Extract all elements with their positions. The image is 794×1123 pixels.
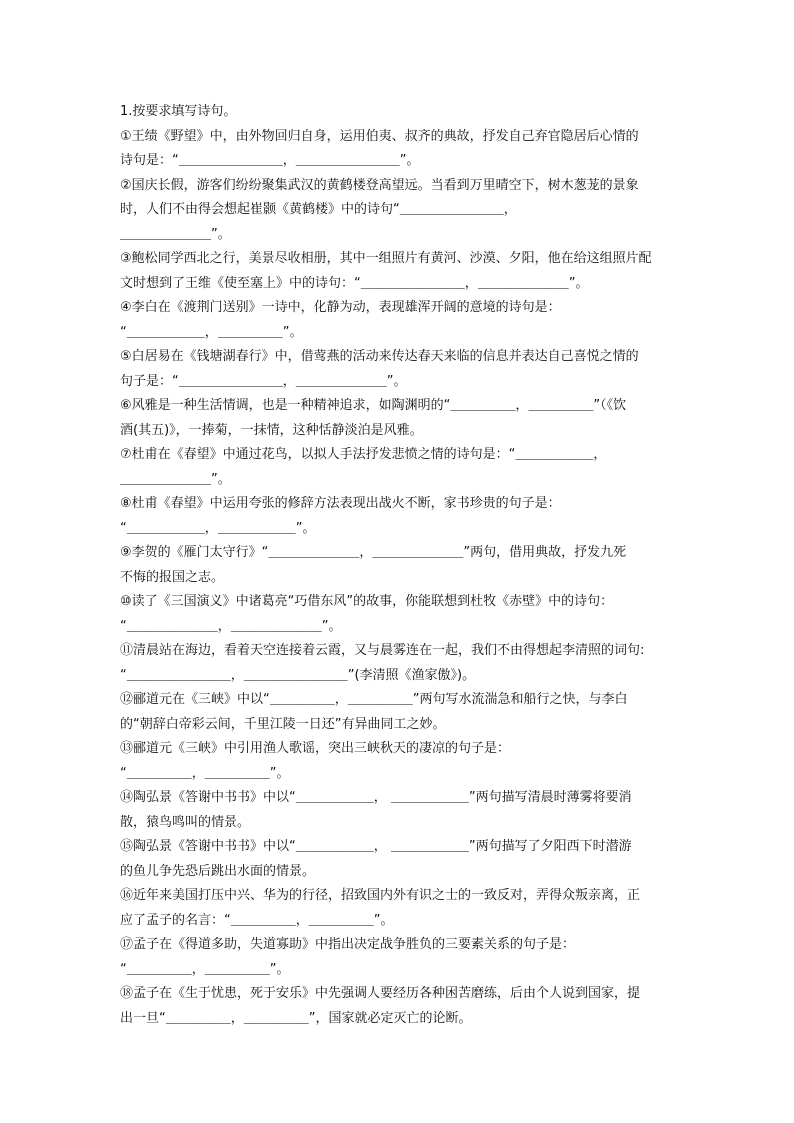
question-line: ⑫郦道元在《三峡》中以“＿＿＿＿＿，＿＿＿＿＿”两句写水流湍急和船行之快，与李白 — [120, 692, 628, 707]
question-line: ①王绩《野望》中，由外物回归自身，运用伯夷、叔齐的典故，抒发自己弃官隐居后心情的 — [120, 128, 639, 144]
question-item — [120, 835, 680, 884]
question-item — [120, 492, 680, 541]
question-line: ⑬郦道元《三峡》中引用渔人歌谣，突出三峡秋天的凄凉的句子是： — [120, 741, 511, 756]
question-line: ⑤白居易在《钱塘湖春行》中，借莺燕的活动来传达春天来临的信息并表达自己喜悦之情的 — [120, 349, 639, 364]
question-line: ＿＿＿＿＿＿＿”。 — [120, 471, 231, 487]
question-line: “＿＿＿＿＿，＿＿＿＿＿”。 — [120, 961, 290, 977]
question-line: “＿＿＿＿＿＿＿＿，＿＿＿＿＿＿＿＿”(李清照《渔家傲》)。 — [120, 667, 476, 683]
question-item — [120, 884, 680, 933]
question-line: 时，人们不由得会想起崔颢《黄鹤楼》中的诗句“＿＿＿＿＿＿＿＿， — [120, 202, 517, 217]
question-line: ⑧杜甫《春望》中运用夸张的修辞方法表现出战火不断，家书珍贵的句子是： — [120, 496, 561, 511]
question-line: “＿＿＿＿＿＿，＿＿＿＿＿＿”。 — [120, 520, 316, 536]
question-line: 的鱼儿争先恐后跳出水面的情景。 — [120, 863, 316, 879]
question-line: ⑨李贺的《雁门太守行》“＿＿＿＿＿＿＿，＿＿＿＿＿＿＿”两句，借用典故，抒发九死 — [120, 545, 627, 560]
question-item — [120, 296, 680, 345]
question-line: ②国庆长假，游客们纷纷聚集武汉的黄鹤楼登高望远。当看到万里晴空下，树木葱茏的景象 — [120, 177, 639, 193]
question-line: 不悔的报国之志。 — [120, 569, 225, 585]
question-line: ⑰孟子在《得道多助，失道寡助》中指出决定战争胜负的三要素关系的句子是： — [120, 937, 576, 952]
question-item — [120, 786, 680, 835]
question-line: ⑮陶弘景《答谢中书书》中以“＿＿＿＿＿＿， ＿＿＿＿＿＿”两句描写了夕阳西下时潜游 — [120, 839, 632, 854]
question-line: ⑥风雅是一种生活情调，也是一种精神追求，如陶渊明的“＿＿＿＿＿，＿＿＿＿＿”（《饮 — [120, 398, 627, 413]
question-list — [120, 125, 680, 1032]
question-line: ⑩读了《三国演义》中诸葛亮“巧借东风”的故事，你能联想到杜牧《赤壁》中的诗句： — [120, 594, 614, 609]
question-item — [120, 443, 680, 492]
question-line: ＿＿＿＿＿＿＿”。 — [120, 226, 231, 242]
question-item — [120, 982, 680, 1031]
question-line: “＿＿＿＿＿＿＿，＿＿＿＿＿＿＿”。 — [120, 618, 342, 634]
question-line: 出一旦“＿＿＿＿＿，＿＿＿＿＿”，国家就必定灭亡的论断。 — [120, 1010, 472, 1026]
question-line: ⑪清晨站在海边，看着天空连接着云霞，又与晨雾连在一起，我们不由得想起李清照的词句: — [120, 643, 645, 658]
question-line: 应了孟子的名言：“＿＿＿＿＿，＿＿＿＿＿”。 — [120, 912, 394, 928]
question-line: 的“朝辞白帝彩云间，千里江陵一日还”有异曲同工之妙。 — [120, 716, 446, 732]
worksheet — [120, 100, 680, 1031]
question-item — [120, 590, 680, 639]
question-line: ③鲍松同学西北之行，美景尽收相册，其中一组照片有黄河、沙漠、夕阳，他在给这组照片配 — [120, 251, 652, 266]
question-line: ⑭陶弘景《答谢中书书》中以“＿＿＿＿＿＿， ＿＿＿＿＿＿”两句描写清晨时薄雾将要消 — [120, 790, 632, 805]
question-item — [120, 933, 680, 982]
question-item — [120, 345, 680, 394]
question-line: 句子是：“＿＿＿＿＿＿＿＿，＿＿＿＿＿＿＿”。 — [120, 373, 407, 389]
question-item — [120, 125, 680, 174]
question-line: 散，猿鸟鸣叫的情景。 — [120, 814, 251, 830]
question-title: 1.按要求填写诗句。 — [120, 104, 237, 119]
question-item — [120, 688, 680, 737]
question-line: ⑱孟子在《生于忧患，死于安乐》中先强调人要经历各种困苦磨练，后由个人说到国家，提 — [120, 986, 641, 1001]
question-line: 文时想到了王维《使至塞上》中的诗句：“＿＿＿＿＿＿＿＿，＿＿＿＿＿＿＿”。 — [120, 275, 589, 291]
question-item — [120, 639, 680, 688]
question-item — [120, 174, 680, 248]
question-item — [120, 394, 680, 443]
question-item — [120, 541, 680, 590]
question-line: 诗句是：“＿＿＿＿＿＿＿＿，＿＿＿＿＿＿＿＿”。 — [120, 153, 420, 168]
question-line: ⑯近年来美国打压中兴、华为的行径，招致国内外有识之士的一致反对，弄得众叛亲离，正 — [120, 888, 641, 903]
question-line: 酒(其五)》，一捧菊，一抹情，这种恬静淡泊是风雅。 — [120, 422, 423, 438]
question-item — [120, 247, 680, 296]
question-item — [120, 737, 680, 786]
question-line: ④李白在《渡荆门送别》一诗中，化静为动，表现雄浑开阔的意境的诗句是： — [120, 300, 561, 315]
question-line: ⑦杜甫在《春望》中通过花鸟，以拟人手法抒发悲愤之情的诗句是：“＿＿＿＿＿＿， — [120, 447, 607, 462]
question-line: “＿＿＿＿＿，＿＿＿＿＿”。 — [120, 765, 290, 781]
question-line: “＿＿＿＿＿＿，＿＿＿＿＿”。 — [120, 324, 303, 340]
